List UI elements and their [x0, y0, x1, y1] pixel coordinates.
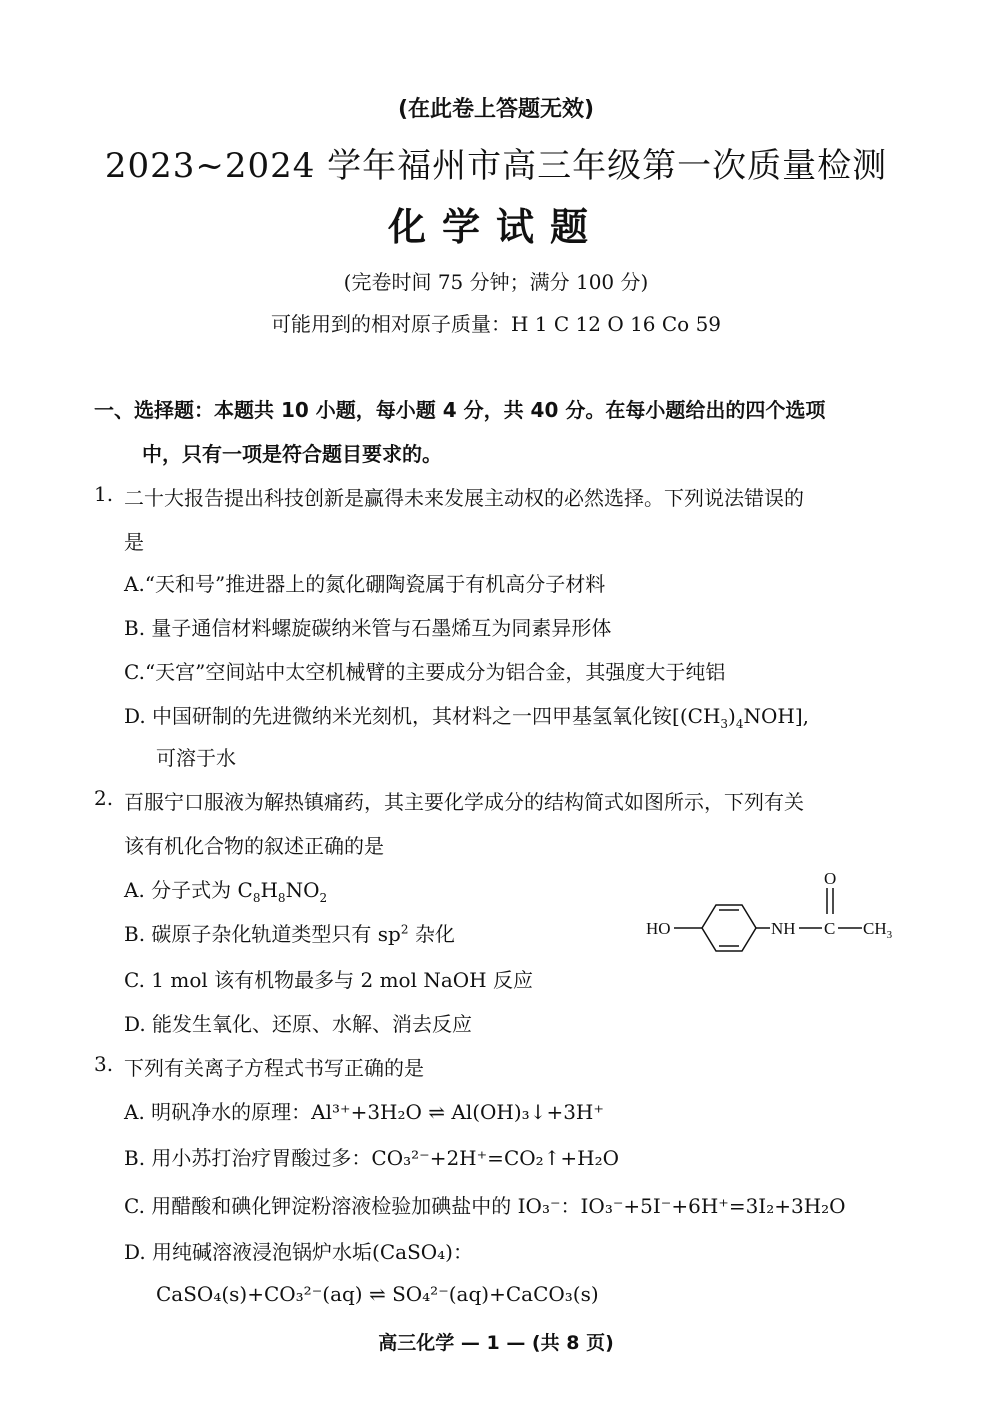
question-stem-line1: 二十大报告提出科技创新是赢得未来发展主动权的必然选择。下列说法错误的 [124, 486, 804, 510]
question-number: 1. [94, 482, 114, 506]
exam-notice: (在此卷上答题无效) [397, 97, 595, 122]
question-stem-line2: 该有机化合物的叙述正确的是 [124, 834, 384, 858]
structure-c-label: C [824, 919, 836, 938]
option-a: A. 明矾净水的原理：Al³⁺+3H₂O ⇌ Al(OH)₃↓+3H⁺ [124, 1100, 604, 1124]
question-number: 3. [94, 1052, 114, 1076]
question-number: 2. [94, 786, 114, 810]
section-heading-line2: 中，只有一项是符合题目要求的。 [142, 442, 442, 466]
option-a: A.“天和号”推进器上的氮化硼陶瓷属于有机高分子材料 [124, 572, 606, 596]
question-stem-line1: 百服宁口服液为解热镇痛药，其主要化学成分的结构简式如图所示，下列有关 [124, 790, 804, 814]
option-d: D. 能发生氧化、还原、水解、消去反应 [124, 1012, 473, 1036]
question-stem-line2: 是 [124, 530, 144, 554]
section-heading-line1: 一、选择题：本题共 10 小题，每小题 4 分，共 40 分。在每小题给出的四个选项 [94, 398, 826, 422]
benzene-ring [702, 905, 756, 951]
option-a: A. 分子式为 $C_8H_8NO_2$ [124, 878, 328, 905]
page-footer: 高三化学 — 1 — (共 8 页) [378, 1332, 614, 1354]
option-d-line2: 可溶于水 [156, 746, 236, 770]
atomic-mass-list: 可能用到的相对原子质量：H 1 C 12 O 16 Co 59 [270, 312, 722, 336]
structure-nh-label: NH [771, 919, 796, 938]
option-c: C. 1 mol 该有机物最多与 2 mol NaOH 反应 [124, 968, 533, 992]
structure-o-label: O [824, 869, 837, 888]
option-d: D. 中国研制的先进微纳米光刻机，其材料之一四甲基氢氧化铵$[(CH_3)_4NOH]$, [124, 704, 809, 731]
structure-ch3-label: $CH_3$ [863, 919, 893, 941]
option-c: C. 用醋酸和碘化钾淀粉溶液检验加碘盐中的 IO₃⁻：IO₃⁻+5I⁻+6H⁺=3I₂+3H₂O [124, 1194, 846, 1218]
option-b: B. 碳原子杂化轨道类型只有 $sp^2$ 杂化 [124, 922, 455, 946]
option-d: D. 用纯碱溶液浸泡锅炉水垢(CaSO₄)： [124, 1240, 473, 1264]
structure-formula [644, 868, 904, 952]
exam-info: (完卷时间 75 分钟；满分 100 分) [343, 270, 649, 294]
option-b: B. 量子通信材料螺旋碳纳米管与石墨烯互为同素异形体 [124, 616, 612, 640]
structure-ho-label: HO [646, 919, 671, 938]
option-d-equation: CaSO₄(s)+CO₃²⁻(aq) ⇌ SO₄²⁻(aq)+CaCO₃(s) [156, 1282, 599, 1306]
subject-title: 化学试题 [387, 205, 604, 249]
option-c: C.“天宫”空间站中太空机械臂的主要成分为铝合金，其强度大于纯铝 [124, 660, 726, 684]
option-b: B. 用小苏打治疗胃酸过多：CO₃²⁻+2H⁺=CO₂↑+H₂O [124, 1146, 620, 1170]
exam-title: 2023~2024 学年福州市高三年级第一次质量检测 [104, 146, 888, 186]
question-stem: 下列有关离子方程式书写正确的是 [124, 1056, 424, 1080]
